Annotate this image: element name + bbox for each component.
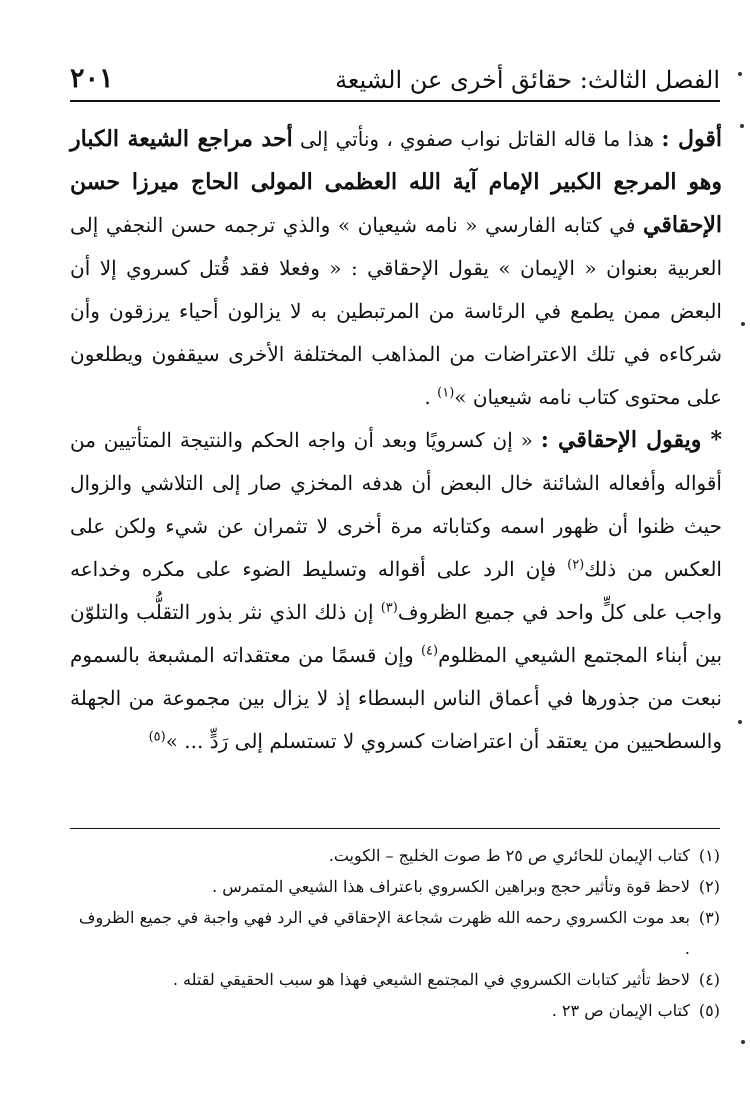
footnote-text: لاحظ تأثير كتابات الكسروي في المجتمع الشيعي فهذا هو سبب الحقيقي لقتله . bbox=[172, 970, 690, 989]
paragraph-text: . bbox=[424, 385, 438, 409]
footnote-item bbox=[70, 964, 720, 995]
footnote-ref[interactable]: (١) bbox=[437, 385, 455, 401]
margin-dot bbox=[738, 72, 742, 76]
paragraph-lead: * ويقول الإحقاقي : bbox=[540, 427, 722, 453]
footnote-ref[interactable]: (٥) bbox=[148, 729, 166, 745]
footnote-number: (٤) bbox=[698, 970, 720, 989]
footnote-number: (١) bbox=[698, 846, 720, 865]
running-head: الفصل الثالث: حقائق أخرى عن الشيعة bbox=[335, 66, 720, 94]
footnote-ref[interactable]: (٢) bbox=[567, 557, 585, 573]
body-text bbox=[70, 118, 722, 763]
margin-dot bbox=[741, 322, 745, 326]
footnote-item bbox=[70, 871, 720, 902]
footnote-ref[interactable]: (٤) bbox=[420, 643, 439, 659]
margin-dot bbox=[740, 124, 744, 128]
paragraph-lead: أقول : bbox=[661, 126, 722, 152]
margin-dot bbox=[741, 1040, 745, 1044]
footnotes-list bbox=[70, 840, 720, 1026]
paragraph-1 bbox=[70, 118, 722, 419]
footnote-text: كتاب الإيمان للحائري ص ٢٥ ط صوت الخليج – الكويت. bbox=[328, 846, 690, 865]
footnote-item bbox=[70, 840, 720, 871]
margin-dot bbox=[738, 720, 742, 724]
paragraph-bold-text: أحد مراجع الشيعة الكبار وهو المرجع الكبير الإمام آية الله العظمى المولى الحاج ميرزا حسن الإحقاقي bbox=[70, 126, 722, 238]
footnote-text: بعد موت الكسروي رحمه الله ظهرت شجاعة الإحقاقي في الرد فهي واجبة في جميع الظروف . bbox=[78, 908, 690, 958]
footnote-number: (٣) bbox=[698, 908, 720, 927]
paragraph-text: إن ذلك الذي نثر بذور التقلُّب والتلوّن بين أبناء المجتمع الشيعي المظلوم bbox=[70, 600, 723, 667]
header-rule bbox=[70, 100, 720, 102]
paragraph-text: هذا ما قاله القاتل نواب صفوي ، ونأتي إلى bbox=[292, 127, 662, 151]
paragraph-text: في كتابه الفارسي « نامه شيعيان » والذي ترجمه حسن النجفي إلى العربية بعنوان « الإيمان » يقول الإحقاقي : « وفعلا فقد قُتل كسروي إلا أن البعض ممن يطمع في الرئاسة من المرتبطين به لا يزالون أحياء يرزقون وأن شركاءه في تلك الاعتراضات من المذاهب المختلفة الأخرى سيقفون ويطلعون على محتوى كتاب نامه شيعيان » bbox=[70, 213, 722, 409]
footnote-ref[interactable]: (٣) bbox=[380, 600, 398, 616]
page-header bbox=[70, 48, 720, 98]
footnote-separator bbox=[70, 828, 720, 829]
paragraph-text: « إن كسرويًا وبعد أن واجه الحكم والنتيجة المتأتيين من أقواله وأفعاله الشائنة خال البعض أن هدفه المخزي صار إلى التلاشي والزوال حيث ظنوا أن ظهور اسمه وكتاباته مرة أخرى لا تثمران عن شيء ولكن على العكس من ذلك bbox=[70, 428, 722, 581]
footnote-item bbox=[70, 902, 720, 964]
footnote-text: كتاب الإيمان ص ٢٣ . bbox=[551, 1001, 690, 1020]
paragraph-text: وإن قسمًا من معتقداته المشبعة بالسموم نبعت من جذورها في أعماق الناس البسطاء إذ لا يزال بين مجموعة من الجهلة والسطحيين من يعتقد أن اعتراضات كسروي لا تستسلم إلى رَدٍّ ... » bbox=[70, 643, 722, 753]
footnote-item bbox=[70, 995, 720, 1026]
footnote-number: (٢) bbox=[698, 877, 720, 896]
paragraph-2 bbox=[70, 419, 722, 763]
paragraph-text: فإن الرد على أقواله وتسليط الضوء على مكره وخداعه واجب على كلٍّ واحد في جميع الظروف bbox=[70, 557, 723, 624]
footnote-number: (٥) bbox=[698, 1001, 720, 1020]
page-number: ٢٠١ bbox=[70, 63, 114, 94]
footnote-text: لاحظ قوة وتأثير حجج وبراهين الكسروي باعتراف هذا الشيعي المتمرس . bbox=[212, 877, 690, 896]
